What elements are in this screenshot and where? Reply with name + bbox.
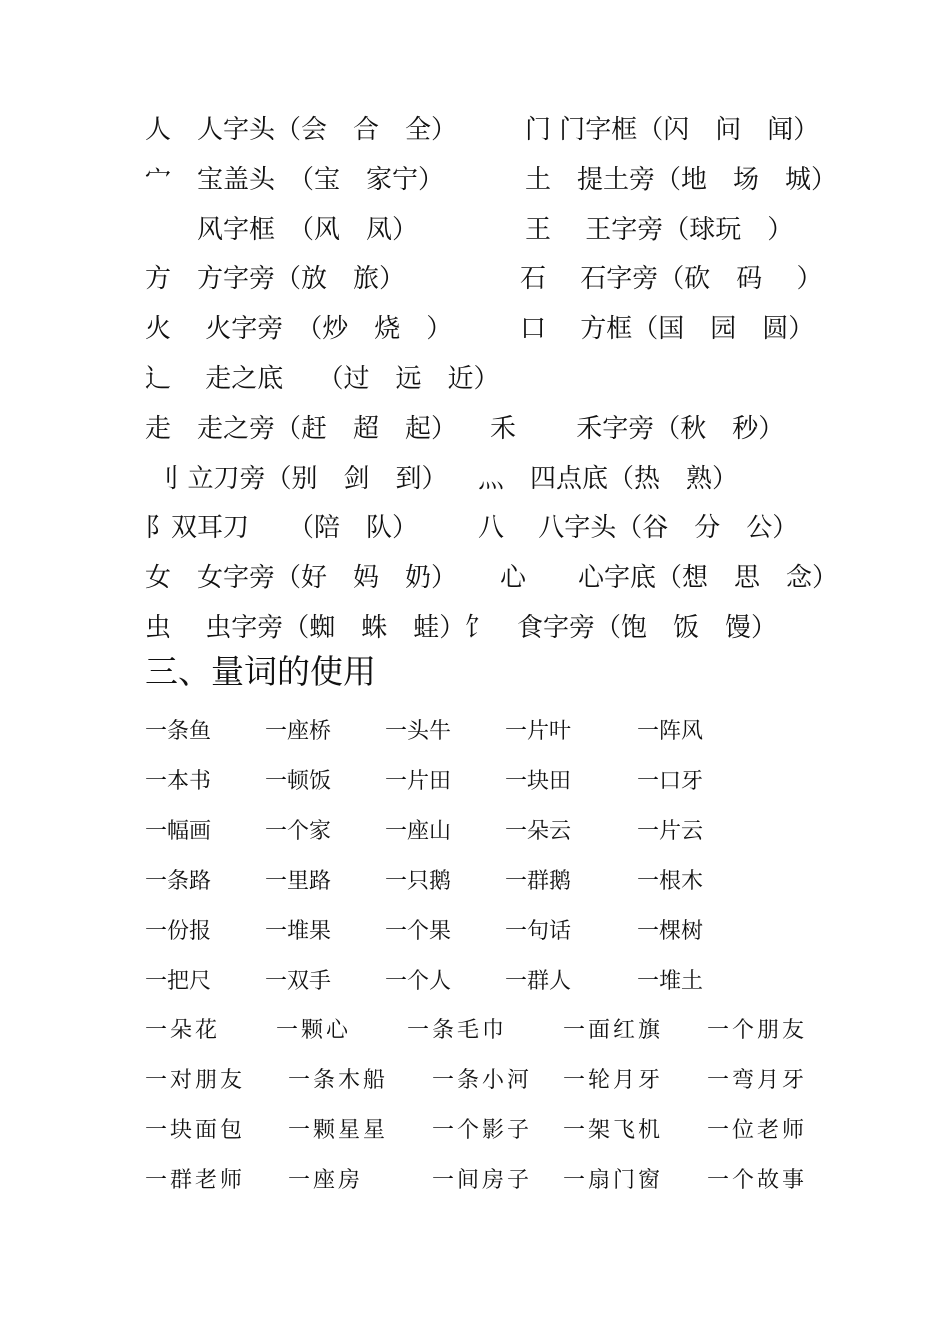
measure-word-item: 一头牛 — [385, 719, 452, 744]
measure-word-item: 一幅画 — [145, 818, 212, 844]
radical-entry-right: 土 提土旁（地 场 城） — [525, 164, 838, 195]
measure-word-item: 一间房子 — [432, 1168, 533, 1194]
measure-word-item: 一轮月牙 — [563, 1068, 664, 1094]
measure-word-item: 一座山 — [385, 818, 452, 844]
radical-entry-left: 宀 宝盖头 （宝 家宁） — [145, 164, 445, 195]
measure-word-item: 一群人 — [505, 968, 572, 994]
measure-word-item: 一个家 — [265, 818, 332, 844]
measure-word-item: 一句话 — [505, 918, 572, 944]
radical-entry-left: 阝双耳刀 （陪 队） — [145, 513, 419, 544]
radical-entry-right: 禾 禾字旁（秋 秒） — [490, 413, 785, 444]
radical-entry-right: 门 门字框（闪 问 闻） — [525, 115, 820, 145]
measure-word-item: 一朵云 — [505, 818, 572, 844]
measure-word-item: 一对朋友 — [145, 1068, 246, 1094]
measure-word-item: 一座桥 — [265, 719, 332, 744]
radical-entry-left: 虫 虫字旁（蜘 蛛 蛙） — [145, 613, 466, 643]
measure-word-item: 一朵花 — [145, 1018, 221, 1044]
measure-word-item: 一块田 — [505, 768, 572, 794]
measure-word-item: 一条小河 — [432, 1068, 533, 1094]
measure-word-item: 一阵风 — [637, 719, 704, 744]
measure-word-item: 一片叶 — [505, 719, 572, 744]
radical-entry-left: 火 火字旁 （炒 烧 ） — [145, 314, 453, 345]
measure-word-item: 一口牙 — [637, 768, 704, 794]
measure-word-item: 一个朋友 — [707, 1018, 808, 1044]
measure-word-item: 一里路 — [265, 868, 332, 894]
measure-word-item: 一堆土 — [637, 968, 704, 994]
measure-word-item: 一颗心 — [276, 1018, 352, 1044]
measure-word-item: 一架飞机 — [563, 1118, 664, 1144]
radical-entry-right: 灬 四点底（热 熟） — [478, 463, 739, 494]
radical-entry-left: 辶 走之底 （过 远 近） — [145, 364, 500, 394]
measure-word-item: 一棵树 — [637, 918, 704, 944]
radical-entry-left: 风字框 （风 凤） — [145, 214, 419, 245]
measure-word-item: 一扇门窗 — [563, 1168, 664, 1194]
radical-entry-right: 石 石字旁（砍 码 ） — [520, 264, 823, 295]
measure-word-item: 一弯月牙 — [707, 1068, 808, 1094]
radical-entry-left: 人 人字头（会 合 全） — [145, 115, 458, 145]
measure-word-item: 一堆果 — [265, 918, 332, 944]
measure-word-item: 一条鱼 — [145, 719, 212, 744]
measure-word-item: 一条木船 — [288, 1068, 389, 1094]
radical-entry-right: 王 王字旁（球玩 ） — [525, 214, 794, 245]
radical-entry-left: 方 方字旁（放 旅） — [145, 264, 406, 295]
measure-word-item: 一片云 — [637, 818, 704, 844]
measure-word-item: 一双手 — [265, 968, 332, 994]
measure-word-item: 一条毛巾 — [407, 1018, 508, 1044]
radical-entry-left: 刂 立刀旁（别 剑 到） — [145, 463, 448, 494]
section-title: 三、量词的使用 — [145, 652, 376, 691]
measure-word-item: 一座房 — [288, 1168, 364, 1194]
measure-word-item: 一本书 — [145, 768, 212, 794]
measure-word-item: 一只鹅 — [385, 868, 452, 894]
measure-word-item: 一个故事 — [707, 1168, 808, 1194]
radical-entry-right: 心 心字底（想 思 念） — [500, 563, 839, 594]
measure-word-item: 一条路 — [145, 868, 212, 894]
radical-entry-left: 女 女字旁（好 妈 奶） — [145, 563, 458, 594]
radical-entry-right: 口 方框（国 园 圆） — [520, 314, 815, 345]
measure-word-item: 一个影子 — [432, 1118, 533, 1144]
radical-entry-left: 走 走之旁（赶 超 起） — [145, 413, 458, 444]
measure-word-item: 一个果 — [385, 918, 452, 944]
measure-word-item: 一份报 — [145, 918, 212, 944]
measure-word-item: 一根木 — [637, 868, 704, 894]
measure-word-item: 一颗星星 — [288, 1118, 389, 1144]
measure-word-item: 一位老师 — [707, 1118, 808, 1144]
measure-word-item: 一面红旗 — [563, 1018, 664, 1044]
measure-word-item: 一个人 — [385, 968, 452, 994]
measure-word-item: 一顿饭 — [265, 768, 332, 794]
radical-entry-right: 饣 食字旁（饱 饭 馒） — [465, 613, 778, 643]
measure-word-item: 一群鹅 — [505, 868, 572, 894]
measure-word-item: 一群老师 — [145, 1168, 246, 1194]
radical-entry-right: 八 八字头（谷 分 公） — [478, 513, 799, 544]
measure-word-item: 一把尺 — [145, 968, 212, 994]
measure-word-item: 一片田 — [385, 768, 452, 794]
measure-word-item: 一块面包 — [145, 1118, 246, 1144]
